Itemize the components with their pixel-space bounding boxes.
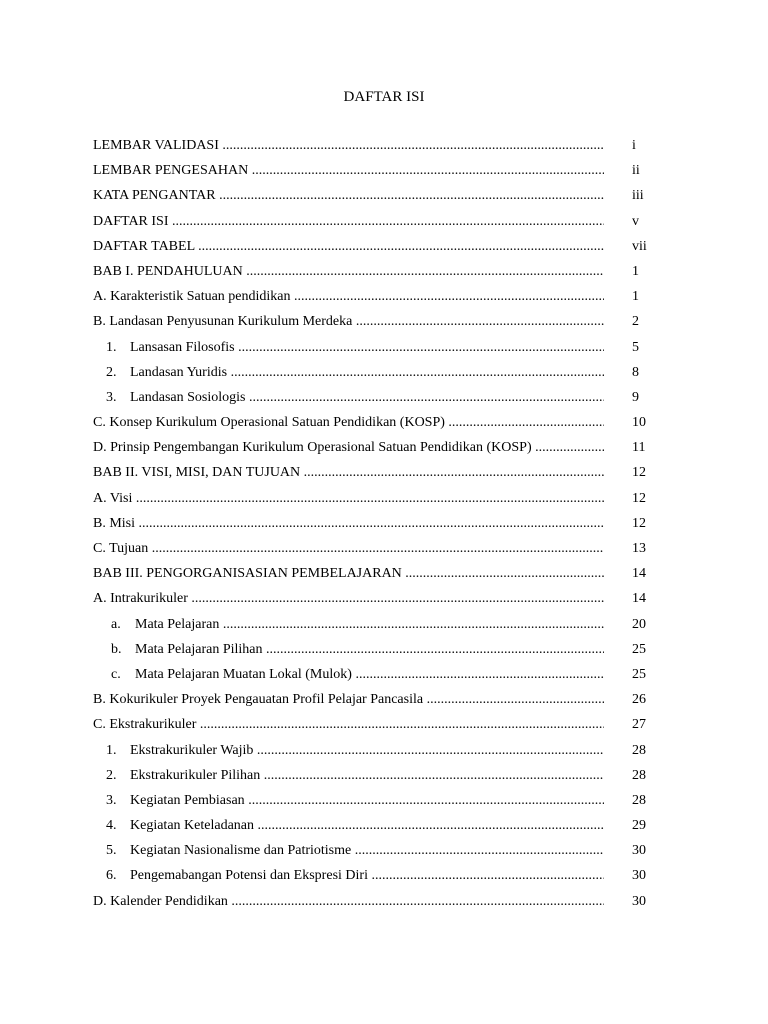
toc-page-number: 10: [632, 415, 646, 431]
toc-page-number: 12: [632, 490, 646, 506]
toc-entry-label: Mata Pelajaran Pilihan: [135, 641, 263, 657]
toc-list: [93, 136, 653, 917]
toc-entry: [93, 766, 653, 791]
toc-entry-label: A. Visi: [93, 490, 133, 506]
toc-entry-marker: 1.: [106, 742, 117, 758]
toc-page-number: 13: [632, 541, 646, 556]
toc-page-number: 30: [632, 843, 646, 859]
toc-page-number: vii: [632, 238, 647, 254]
toc-page-number: 9: [632, 389, 639, 405]
toc-entry-text: [93, 715, 604, 735]
dot-leader: [263, 642, 604, 657]
toc-entry-label: B. Landasan Penyusunan Kurikulum Merdeka: [93, 314, 353, 330]
toc-entry-label: Pengemabangan Potensi dan Ekspresi Diri: [130, 868, 368, 884]
toc-page-number: 11: [632, 440, 646, 456]
toc-entry-text: [93, 388, 604, 408]
toc-page-number: 28: [632, 767, 646, 783]
toc-entry-text: [93, 539, 604, 559]
toc-entry-text: [93, 690, 604, 710]
toc-entry: [93, 287, 653, 312]
toc-entry: [93, 438, 653, 463]
toc-entry: [93, 514, 653, 539]
dot-leader: [219, 617, 604, 632]
toc-entry-text: [93, 237, 604, 257]
toc-entry: [93, 791, 653, 816]
toc-entry: [93, 741, 653, 766]
toc-entry-text: [93, 363, 604, 383]
toc-entry-text: [93, 463, 604, 483]
toc-entry-marker: c.: [111, 666, 121, 682]
toc-page-number: 8: [632, 364, 639, 380]
toc-entry: [93, 312, 653, 337]
toc-entry: [93, 262, 653, 287]
toc-entry: [93, 615, 653, 640]
dot-leader: [195, 239, 604, 254]
toc-entry: [93, 463, 653, 488]
toc-entry: [93, 564, 653, 589]
dot-leader: [228, 894, 604, 909]
toc-entry-label: LEMBAR PENGESAHAN: [93, 163, 249, 179]
toc-page-number: ii: [632, 163, 640, 179]
toc-entry-marker: 4.: [106, 818, 117, 834]
toc-entry-text: [93, 665, 604, 685]
toc-entry-label: Ekstrakurikuler Wajib: [130, 742, 254, 758]
toc-entry-text: [93, 766, 604, 786]
toc-page-number: 20: [632, 616, 646, 632]
toc-entry-marker: 2.: [106, 767, 117, 783]
toc-entry-label: DAFTAR TABEL: [93, 238, 195, 254]
toc-entry-label: A. Intrakurikuler: [93, 591, 188, 607]
toc-entry-label: BAB I. PENDAHULUAN: [93, 263, 243, 279]
toc-page-number: 1: [632, 263, 639, 279]
toc-entry-text: [93, 161, 604, 181]
toc-entry-text: [93, 287, 604, 307]
toc-page-number: 12: [632, 515, 646, 531]
dot-leader: [243, 264, 604, 279]
toc-entry: [93, 161, 653, 186]
toc-entry-text: [93, 791, 604, 811]
toc-entry-text: [93, 816, 604, 836]
toc-entry-marker: 2.: [106, 364, 117, 380]
toc-entry: [93, 388, 653, 413]
toc-page-number: 30: [632, 868, 646, 884]
toc-entry: [93, 338, 653, 363]
dot-leader: [196, 717, 604, 732]
toc-page-number: 14: [632, 591, 646, 607]
toc-entry-label: B. Kokurikuler Proyek Pengauatan Profil Pelajar Pancasila: [93, 692, 424, 708]
toc-entry-text: [93, 640, 604, 660]
toc-entry-marker: 1.: [106, 339, 117, 355]
toc-entry-label: Kegiatan Pembiasan: [130, 792, 245, 808]
dot-leader: [227, 365, 604, 380]
toc-page-number: 25: [632, 641, 646, 657]
toc-entry-label: DAFTAR ISI: [93, 213, 169, 229]
dot-leader: [135, 516, 604, 531]
toc-entry: [93, 816, 653, 841]
dot-leader: [300, 465, 604, 480]
toc-page-number: 28: [632, 792, 646, 808]
toc-entry-label: BAB II. VISI, MISI, DAN TUJUAN: [93, 465, 301, 481]
toc-page-number: 30: [632, 893, 646, 909]
toc-entry-label: Mata Pelajaran Muatan Lokal (Mulok): [135, 666, 352, 682]
toc-entry-text: [93, 489, 604, 509]
toc-entry-text: [93, 338, 604, 358]
toc-entry: [93, 589, 653, 614]
toc-entry-label: Kegiatan Nasionalisme dan Patriotisme: [130, 843, 352, 859]
dot-leader: [132, 491, 604, 506]
toc-entry-label: Landasan Yuridis: [130, 364, 228, 380]
toc-entry-marker: 6.: [106, 868, 117, 884]
toc-entry-text: [93, 438, 604, 458]
toc-entry: [93, 665, 653, 690]
toc-entry: [93, 892, 653, 917]
toc-entry-text: [93, 312, 604, 332]
toc-page-number: i: [632, 138, 636, 153]
toc-entry: [93, 237, 653, 262]
toc-entry: [93, 136, 653, 161]
toc-entry: [93, 866, 653, 891]
toc-entry-label: Ekstrakurikuler Pilihan: [130, 767, 261, 783]
toc-entry-label: C. Konsep Kurikulum Operasional Satuan Pendidikan (KOSP): [93, 415, 445, 431]
toc-entry: [93, 212, 653, 237]
toc-page-number: 28: [632, 742, 646, 758]
toc-entry-text: [93, 589, 604, 609]
toc-entry-label: BAB III. PENGORGANISASIAN PEMBELAJARAN: [93, 566, 402, 582]
toc-entry-text: [93, 413, 604, 433]
toc-page-number: 14: [632, 566, 646, 582]
toc-entry: [93, 539, 653, 564]
toc-page-number: 5: [632, 339, 639, 355]
toc-entry-marker: 5.: [106, 843, 117, 859]
toc-entry-label: D. Prinsip Pengembangan Kurikulum Operasional Satuan Pendidikan (KOSP): [93, 440, 532, 456]
dot-leader: [253, 743, 604, 758]
toc-page-number: 29: [632, 818, 646, 834]
dot-leader: [352, 314, 604, 329]
dot-leader: [254, 818, 604, 833]
dot-leader: [260, 768, 604, 783]
toc-entry-label: Mata Pelajaran: [135, 616, 220, 632]
toc-entry: [93, 690, 653, 715]
toc-entry-label: Lansasan Filosofis: [130, 339, 235, 355]
dot-leader: [368, 868, 604, 883]
dot-leader: [169, 214, 605, 229]
dot-leader: [248, 163, 604, 178]
toc-entry-label: C. Tujuan: [93, 541, 149, 556]
toc-entry-label: C. Ekstrakurikuler: [93, 717, 197, 733]
toc-entry-label: D. Kalender Pendidikan: [93, 893, 228, 909]
dot-leader: [235, 340, 604, 355]
toc-page-number: 25: [632, 666, 646, 682]
toc-entry-label: Landasan Sosiologis: [130, 389, 246, 405]
dot-leader: [445, 415, 604, 430]
toc-entry-text: [93, 136, 604, 156]
toc-page-number: 1: [632, 289, 639, 305]
toc-entry: [93, 363, 653, 388]
dot-leader: [402, 566, 604, 581]
toc-entry-text: [93, 514, 604, 534]
toc-entry-label: KATA PENGANTAR: [93, 188, 216, 204]
toc-entry-marker: b.: [111, 641, 122, 657]
dot-leader: [216, 188, 604, 203]
toc-entry: [93, 640, 653, 665]
toc-entry-label: A. Karakteristik Satuan pendidikan: [93, 289, 291, 305]
dot-leader: [532, 440, 604, 455]
toc-entry: [93, 489, 653, 514]
toc-entry-text: [93, 212, 604, 232]
toc-entry-text: [93, 892, 604, 912]
toc-page-number: 2: [632, 314, 639, 330]
toc-page-number: v: [632, 213, 639, 229]
toc-entry: [93, 715, 653, 740]
toc-page-number: iii: [632, 188, 644, 204]
toc-page-number: 12: [632, 465, 646, 481]
toc-entry-text: [93, 866, 604, 886]
dot-leader: [188, 591, 604, 606]
dot-leader: [352, 667, 604, 682]
dot-leader: [219, 138, 604, 153]
toc-entry-text: [93, 841, 604, 861]
toc-page-number: 27: [632, 717, 646, 733]
toc-entry-text: [93, 615, 604, 635]
toc-entry-marker: 3.: [106, 792, 117, 808]
toc-entry-marker: a.: [111, 616, 121, 632]
toc-entry-text: [93, 741, 604, 761]
toc-entry-label: LEMBAR VALIDASI: [93, 138, 219, 153]
toc-entry-text: [93, 564, 604, 584]
dot-leader: [351, 843, 604, 858]
toc-entry-text: [93, 186, 604, 206]
dot-leader: [148, 541, 604, 556]
toc-entry-text: [93, 262, 604, 282]
toc-entry: [93, 413, 653, 438]
toc-entry: [93, 841, 653, 866]
page-title: DAFTAR ISI: [343, 89, 425, 105]
toc-entry-marker: 3.: [106, 389, 117, 405]
toc-entry-label: B. Misi: [93, 515, 136, 531]
toc-page-number: 26: [632, 692, 646, 708]
dot-leader: [423, 692, 604, 707]
dot-leader: [246, 390, 605, 405]
dot-leader: [291, 289, 604, 304]
toc-entry-label: Kegiatan Keteladanan: [130, 818, 254, 834]
dot-leader: [245, 793, 604, 808]
toc-entry: [93, 186, 653, 211]
